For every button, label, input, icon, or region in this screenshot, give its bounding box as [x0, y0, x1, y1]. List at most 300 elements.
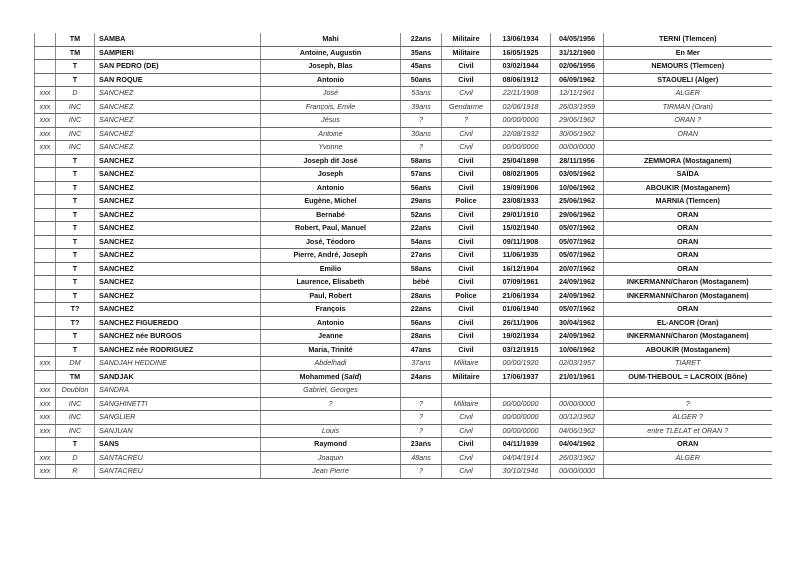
death-date-cell	[551, 384, 604, 398]
firstname-text: Mohammed (	[299, 371, 344, 381]
death-date-cell: 10/06/1962	[551, 343, 604, 357]
surname-cell: SANCHEZ	[95, 114, 261, 128]
status-cell: Civil	[442, 343, 491, 357]
age-cell: 54ans	[401, 235, 442, 249]
table-row	[35, 195, 772, 209]
flag-cell: xxx	[35, 424, 56, 438]
surname-cell: SANCHEZ	[95, 208, 261, 222]
register-body	[35, 33, 772, 478]
table-row	[35, 208, 772, 222]
surname-cell: SANCHEZ	[95, 303, 261, 317]
firstname-cell: François, Emile	[261, 100, 401, 114]
birth-date-cell: 00/00/1920	[491, 357, 551, 371]
age-cell: bébé	[401, 276, 442, 290]
age-cell: 28ans	[401, 330, 442, 344]
place-cell: ORAN	[604, 208, 772, 222]
age-cell: 22ans	[401, 222, 442, 236]
death-date-cell: 04/04/1962	[551, 438, 604, 452]
flag-cell	[35, 316, 56, 330]
status-cell: ?	[442, 114, 491, 128]
register-table	[34, 33, 772, 479]
firstname-cell: Pierre, André, Joseph	[261, 249, 401, 263]
surname-cell: SANCHEZ	[95, 249, 261, 263]
surname-cell: SANCHEZ	[95, 168, 261, 182]
surname-cell: SANCHEZ née BURGOS	[95, 330, 261, 344]
death-date-cell: 00/00/0000	[551, 465, 604, 479]
flag-cell	[35, 330, 56, 344]
age-cell: 57ans	[401, 168, 442, 182]
table-row	[35, 73, 772, 87]
surname-cell: SANS	[95, 438, 261, 452]
status-cell: Civil	[442, 438, 491, 452]
flag-cell	[35, 154, 56, 168]
firstname-cell: Antoine, Augustin	[261, 46, 401, 60]
status-cell: Militaire	[442, 46, 491, 60]
age-cell: 56ans	[401, 181, 442, 195]
birth-date-cell: 03/02/1944	[491, 60, 551, 74]
flag-cell	[35, 370, 56, 384]
age-cell: ?	[401, 424, 442, 438]
death-date-cell: 30/04/1962	[551, 316, 604, 330]
death-date-cell: 26/03/1959	[551, 100, 604, 114]
status-cell: Civil	[442, 411, 491, 425]
death-date-cell: 29/06/1962	[551, 114, 604, 128]
place-cell: ORAN	[604, 235, 772, 249]
table-row	[35, 357, 772, 371]
flag-cell: xxx	[35, 397, 56, 411]
status-cell: Gendarme	[442, 100, 491, 114]
birth-date-cell: 00/00/0000	[491, 141, 551, 155]
status-cell: Civil	[442, 127, 491, 141]
death-date-cell: 04/06/1962	[551, 424, 604, 438]
death-date-cell: 02/06/1956	[551, 60, 604, 74]
age-cell: 24ans	[401, 370, 442, 384]
death-date-cell: 28/11/1956	[551, 154, 604, 168]
table-row	[35, 141, 772, 155]
surname-cell: SANCHEZ	[95, 127, 261, 141]
surname-cell: SANCHEZ FIGUEREDO	[95, 316, 261, 330]
death-date-cell: 05/07/1962	[551, 303, 604, 317]
place-cell: EL-ANCOR (Oran)	[604, 316, 772, 330]
code-cell: T	[56, 181, 95, 195]
birth-date-cell: 16/05/1925	[491, 46, 551, 60]
place-cell: ALGER ?	[604, 411, 772, 425]
age-cell: ?	[401, 411, 442, 425]
code-cell: INC	[56, 100, 95, 114]
table-row	[35, 235, 772, 249]
age-cell: 58ans	[401, 154, 442, 168]
death-date-cell: 00/00/0000	[551, 397, 604, 411]
death-date-cell: 00/00/0000	[551, 141, 604, 155]
place-cell: ORAN	[604, 438, 772, 452]
place-cell: TERNI (Tlemcen)	[604, 33, 772, 46]
code-cell: T	[56, 330, 95, 344]
surname-cell: SANCHEZ	[95, 195, 261, 209]
firstname-cell: Bernabé	[261, 208, 401, 222]
code-cell: T	[56, 289, 95, 303]
code-cell: T	[56, 154, 95, 168]
place-cell: INKERMANN/Charon (Mostaganem)	[604, 276, 772, 290]
surname-cell: SANDRA	[95, 384, 261, 398]
place-cell: INKERMANN/Charon (Mostaganem)	[604, 330, 772, 344]
code-cell: D	[56, 451, 95, 465]
age-cell: 30ans	[401, 127, 442, 141]
birth-date-cell: 16/12/1904	[491, 262, 551, 276]
code-cell: R	[56, 465, 95, 479]
place-cell: ORAN	[604, 222, 772, 236]
birth-date-cell: 04/04/1914	[491, 451, 551, 465]
code-cell: INC	[56, 411, 95, 425]
status-cell: Militaire	[442, 370, 491, 384]
birth-date-cell: 01/06/1940	[491, 303, 551, 317]
flag-cell	[35, 181, 56, 195]
birth-date-cell: 00/00/0000	[491, 397, 551, 411]
birth-date-cell: 26/11/1906	[491, 316, 551, 330]
place-cell: ORAN	[604, 262, 772, 276]
firstname-cell: Joseph, Blas	[261, 60, 401, 74]
place-cell	[604, 465, 772, 479]
flag-cell: xxx	[35, 384, 56, 398]
flag-cell: xxx	[35, 127, 56, 141]
place-cell: ZEMMORA (Mostaganem)	[604, 154, 772, 168]
surname-cell: SANCHEZ	[95, 154, 261, 168]
flag-cell	[35, 249, 56, 263]
age-cell: 37ans	[401, 357, 442, 371]
status-cell: Civil	[442, 276, 491, 290]
firstname-cell: François	[261, 303, 401, 317]
status-cell: Civil	[442, 60, 491, 74]
table-row	[35, 33, 772, 46]
birth-date-cell: 02/06/1918	[491, 100, 551, 114]
firstname-cell: Antoine	[261, 127, 401, 141]
place-cell: En Mer	[604, 46, 772, 60]
status-cell: Civil	[442, 154, 491, 168]
place-cell: STAOUELI (Alger)	[604, 73, 772, 87]
firstname-cell: Emilio	[261, 262, 401, 276]
flag-cell: xxx	[35, 87, 56, 101]
status-cell: Civil	[442, 87, 491, 101]
code-cell: INC	[56, 141, 95, 155]
code-cell: T	[56, 262, 95, 276]
code-cell: T	[56, 60, 95, 74]
flag-cell	[35, 438, 56, 452]
birth-date-cell: 22/08/1932	[491, 127, 551, 141]
age-cell: 27ans	[401, 249, 442, 263]
surname-cell: SANCHEZ	[95, 289, 261, 303]
code-cell: T?	[56, 303, 95, 317]
status-cell: Militaire	[442, 357, 491, 371]
firstname-cell: Laurence, Elisabeth	[261, 276, 401, 290]
table-row	[35, 424, 772, 438]
death-date-cell: 31/12/1960	[551, 46, 604, 60]
surname-cell: SANCHEZ	[95, 100, 261, 114]
firstname-cell: Raymond	[261, 438, 401, 452]
table-row	[35, 46, 772, 60]
firstname-cell: Jean Pierre	[261, 465, 401, 479]
flag-cell: xxx	[35, 411, 56, 425]
surname-cell: SANCHEZ née RODRIGUEZ	[95, 343, 261, 357]
surname-cell: SANTACREU	[95, 451, 261, 465]
flag-cell	[35, 222, 56, 236]
birth-date-cell: 22/11/1908	[491, 87, 551, 101]
flag-cell	[35, 235, 56, 249]
age-cell: ?	[401, 397, 442, 411]
code-cell: T	[56, 235, 95, 249]
birth-date-cell: 11/06/1935	[491, 249, 551, 263]
table-row	[35, 181, 772, 195]
table-row	[35, 370, 772, 384]
firstname-cell: Maria, Trinité	[261, 343, 401, 357]
age-cell: ?	[401, 465, 442, 479]
firstname-cell: Joaquin	[261, 451, 401, 465]
table-row	[35, 127, 772, 141]
table-row	[35, 330, 772, 344]
place-cell: NEMOURS (Tlemcen)	[604, 60, 772, 74]
code-cell: T	[56, 249, 95, 263]
age-cell: 22ans	[401, 33, 442, 46]
death-date-cell: 04/05/1956	[551, 33, 604, 46]
death-date-cell: 05/07/1962	[551, 235, 604, 249]
table-row	[35, 114, 772, 128]
surname-cell: SANCHEZ	[95, 262, 261, 276]
birth-date-cell: 30/10/1946	[491, 465, 551, 479]
status-cell: Civil	[442, 262, 491, 276]
place-cell: OUM-THEBOUL = LACROIX (Bône)	[604, 370, 772, 384]
status-cell: Civil	[442, 316, 491, 330]
death-date-cell: 20/07/1962	[551, 262, 604, 276]
code-cell: INC	[56, 424, 95, 438]
flag-cell	[35, 208, 56, 222]
table-row	[35, 249, 772, 263]
status-cell: Civil	[442, 222, 491, 236]
flag-cell	[35, 73, 56, 87]
status-cell: Civil	[442, 330, 491, 344]
birth-date-cell: 19/02/1934	[491, 330, 551, 344]
age-cell	[401, 384, 442, 398]
surname-cell: SANGHINETTI	[95, 397, 261, 411]
table-row	[35, 289, 772, 303]
firstname-cell	[261, 411, 401, 425]
death-date-cell: 10/06/1962	[551, 181, 604, 195]
place-cell: ALGER	[604, 451, 772, 465]
place-cell: ORAN	[604, 249, 772, 263]
status-cell: Civil	[442, 249, 491, 263]
death-date-cell: 06/09/1962	[551, 73, 604, 87]
table-row	[35, 276, 772, 290]
birth-date-cell: 15/02/1940	[491, 222, 551, 236]
birth-date-cell: 04/11/1939	[491, 438, 551, 452]
table-row	[35, 343, 772, 357]
birth-date-cell: 00/00/0000	[491, 424, 551, 438]
birth-date-cell: 21/06/1934	[491, 289, 551, 303]
place-cell: ABOUKIR (Mostaganem)	[604, 181, 772, 195]
code-cell: T	[56, 73, 95, 87]
age-cell: 58ans	[401, 262, 442, 276]
code-cell: INC	[56, 114, 95, 128]
firstname-cell: José	[261, 87, 401, 101]
place-cell	[604, 384, 772, 398]
flag-cell	[35, 33, 56, 46]
death-date-cell: 30/06/1962	[551, 127, 604, 141]
flag-cell	[35, 195, 56, 209]
code-cell: T	[56, 276, 95, 290]
age-cell: 39ans	[401, 100, 442, 114]
surname-cell: SANCHEZ	[95, 235, 261, 249]
flag-cell: xxx	[35, 357, 56, 371]
flag-cell	[35, 276, 56, 290]
code-cell: TM	[56, 370, 95, 384]
code-cell: DM	[56, 357, 95, 371]
birth-date-cell: 03/12/1915	[491, 343, 551, 357]
age-cell: ?	[401, 141, 442, 155]
firstname-cell: Antonio	[261, 181, 401, 195]
flag-cell: xxx	[35, 100, 56, 114]
firstname-cell: Yvonne	[261, 141, 401, 155]
death-date-cell: 02/03/1957	[551, 357, 604, 371]
status-cell: Civil	[442, 141, 491, 155]
table-row	[35, 222, 772, 236]
flag-cell: xxx	[35, 114, 56, 128]
code-cell: T	[56, 208, 95, 222]
status-cell: Militaire	[442, 397, 491, 411]
death-date-cell: 26/03/1962	[551, 451, 604, 465]
code-cell: T	[56, 343, 95, 357]
surname-cell: SANDJAK	[95, 370, 261, 384]
death-date-cell: 24/09/1962	[551, 276, 604, 290]
age-cell: 56ans	[401, 316, 442, 330]
age-cell: 48ans	[401, 451, 442, 465]
firstname-cell: ?	[261, 397, 401, 411]
surname-cell: SANCHEZ	[95, 276, 261, 290]
death-date-cell: 24/09/1962	[551, 289, 604, 303]
surname-cell: SANDJAH HEDDINE	[95, 357, 261, 371]
status-cell: Civil	[442, 235, 491, 249]
age-cell: 35ans	[401, 46, 442, 60]
code-cell: T?	[56, 316, 95, 330]
surname-cell: SANTACREU	[95, 465, 261, 479]
table-row	[35, 100, 772, 114]
firstname-cell: Jeanne	[261, 330, 401, 344]
age-cell: 50ans	[401, 73, 442, 87]
place-cell: entre TLELAT et ORAN ?	[604, 424, 772, 438]
surname-cell: SAN ROQUE	[95, 73, 261, 87]
surname-cell: SANJUAN	[95, 424, 261, 438]
death-date-cell: 05/07/1962	[551, 249, 604, 263]
table-row	[35, 451, 772, 465]
flag-cell	[35, 60, 56, 74]
code-cell: T	[56, 168, 95, 182]
table-row	[35, 303, 772, 317]
place-cell: ORAN	[604, 303, 772, 317]
surname-cell: SAMBA	[95, 33, 261, 46]
birth-date-cell: 25/04/1898	[491, 154, 551, 168]
death-date-cell: 05/07/1962	[551, 222, 604, 236]
flag-cell: xxx	[35, 465, 56, 479]
surname-cell: SANGLIER	[95, 411, 261, 425]
birth-date-cell	[491, 384, 551, 398]
place-cell: TIRMAN (Oran)	[604, 100, 772, 114]
birth-date-cell: 17/06/1937	[491, 370, 551, 384]
birth-date-cell: 00/00/0000	[491, 411, 551, 425]
age-cell: 52ans	[401, 208, 442, 222]
age-cell: 28ans	[401, 289, 442, 303]
place-cell: ORAN	[604, 127, 772, 141]
flag-cell	[35, 46, 56, 60]
status-cell: Civil	[442, 465, 491, 479]
firstname-cell: Jésus	[261, 114, 401, 128]
status-cell: Militaire	[442, 33, 491, 46]
code-cell: D	[56, 87, 95, 101]
firstname-cell: Gabriel, Georges	[261, 384, 401, 398]
death-date-cell: 21/01/1961	[551, 370, 604, 384]
death-date-cell: 25/06/1962	[551, 195, 604, 209]
firstname-cell: José, Téodoro	[261, 235, 401, 249]
code-cell: TM	[56, 33, 95, 46]
firstname-cell: Eugène, Michel	[261, 195, 401, 209]
firstname-cell: Antonio	[261, 73, 401, 87]
surname-cell: SANCHEZ	[95, 181, 261, 195]
flag-cell	[35, 289, 56, 303]
birth-date-cell: 07/09/1961	[491, 276, 551, 290]
status-cell: Police	[442, 289, 491, 303]
death-date-cell: 03/05/1962	[551, 168, 604, 182]
status-cell: Civil	[442, 181, 491, 195]
firstname-cell: Louis	[261, 424, 401, 438]
birth-date-cell: 19/09/1906	[491, 181, 551, 195]
place-cell: ?	[604, 397, 772, 411]
place-cell: TIARET	[604, 357, 772, 371]
status-cell: Civil	[442, 73, 491, 87]
birth-date-cell: 09/11/1908	[491, 235, 551, 249]
firstname-close: )	[359, 371, 362, 381]
birth-date-cell: 08/06/1912	[491, 73, 551, 87]
firstname-cell: Paul, Robert	[261, 289, 401, 303]
firstname-cell	[261, 370, 401, 384]
flag-cell: xxx	[35, 451, 56, 465]
birth-date-cell: 23/08/1933	[491, 195, 551, 209]
death-date-cell: 29/06/1962	[551, 208, 604, 222]
death-date-cell: 12/11/1961	[551, 87, 604, 101]
table-row	[35, 438, 772, 452]
code-cell: T	[56, 222, 95, 236]
place-cell: MARNIA (Tlemcen)	[604, 195, 772, 209]
birth-date-cell: 29/01/1910	[491, 208, 551, 222]
table-row	[35, 168, 772, 182]
table-row	[35, 154, 772, 168]
table-row	[35, 411, 772, 425]
firstname-cell: Robert, Paul, Manuel	[261, 222, 401, 236]
code-cell: TM	[56, 46, 95, 60]
table-row	[35, 384, 772, 398]
code-cell: T	[56, 195, 95, 209]
place-cell: ABOUKIR (Mostaganem)	[604, 343, 772, 357]
birth-date-cell: 13/06/1934	[491, 33, 551, 46]
flag-cell	[35, 343, 56, 357]
age-cell: ?	[401, 114, 442, 128]
status-cell: Civil	[442, 168, 491, 182]
code-cell: Doublon	[56, 384, 95, 398]
age-cell: 53ans	[401, 87, 442, 101]
surname-cell: SAN PEDRO (DE)	[95, 60, 261, 74]
table-row	[35, 465, 772, 479]
death-date-cell: 24/09/1962	[551, 330, 604, 344]
status-cell: Civil	[442, 424, 491, 438]
firstname-alias: Saïd	[343, 371, 360, 381]
place-cell: INKERMANN/Charon (Mostaganem)	[604, 289, 772, 303]
status-cell: Civil	[442, 208, 491, 222]
flag-cell	[35, 303, 56, 317]
status-cell: Police	[442, 195, 491, 209]
